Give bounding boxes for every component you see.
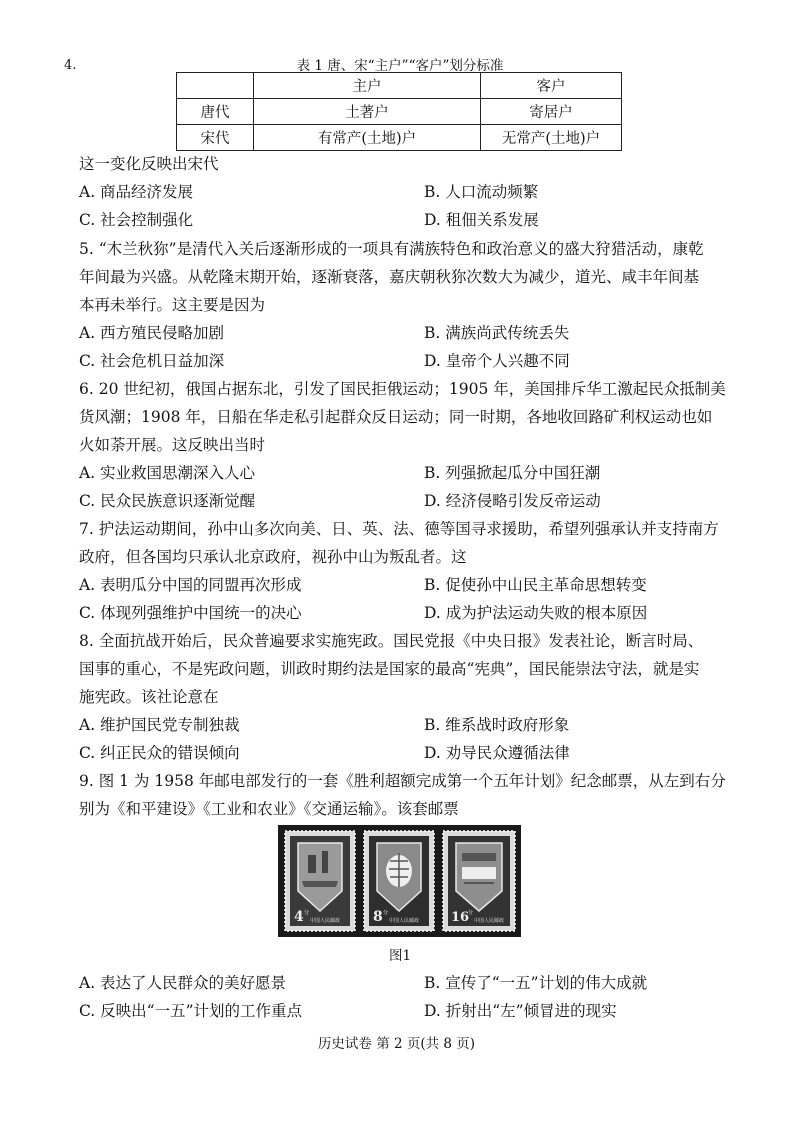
question-5-option-d[interactable]: D. 皇帝个人兴趣不同	[424, 352, 570, 370]
question-9-option-b[interactable]: B. 宣传了“一五”计划的伟大成就	[424, 974, 648, 992]
question-9-option-d[interactable]: D. 折射出“左”倾冒进的现实	[424, 1002, 617, 1020]
question-7-line-1: 7. 护法运动期间，孙中山多次向美、日、英、法、德等国寻求援助，希望列强承认并支持南方	[79, 520, 719, 538]
table-cell: 唐代	[177, 99, 254, 125]
figure-1-caption: 图1	[388, 948, 412, 964]
stamp-2-issuer: 中国人民邮政	[389, 918, 420, 924]
table-header-zhuhu: 主户	[254, 73, 481, 99]
question-6-option-a[interactable]: A. 实业救国思潮深入人心	[79, 464, 256, 482]
table-cell: 宋代	[177, 125, 254, 151]
question-5-option-c[interactable]: C. 社会危机日益加深	[79, 352, 225, 370]
question-7-option-d[interactable]: D. 成为护法运动失败的根本原因	[424, 604, 648, 622]
stamp-2-value: 8	[373, 909, 383, 925]
question-9-option-a[interactable]: A. 表达了人民群众的美好愿景	[79, 974, 287, 992]
stamps-illustration	[278, 825, 521, 937]
question-4-option-c[interactable]: C. 社会控制强化	[79, 211, 194, 229]
table-cell: 无常产(土地)户	[481, 125, 622, 151]
stamp-3-issuer: 中国人民邮政	[474, 918, 505, 924]
stamp-1-value: 4	[294, 909, 304, 925]
table-header-row	[177, 73, 622, 99]
question-7-option-c[interactable]: C. 体现列强维护中国统一的决心	[79, 604, 302, 622]
question-4-number: 4.	[64, 58, 77, 73]
stamp-peaceful-construction	[285, 831, 355, 931]
stamp-1-unit: 分	[304, 910, 310, 916]
question-6-line-2: 货风潮；1908 年，日船在华走私引起群众反日运动；同一时期，各地收回路矿利权运动也如	[79, 408, 713, 426]
question-6-line-3: 火如荼开展。这反映出当时	[79, 436, 266, 454]
table-cell: 有常产(土地)户	[254, 125, 481, 151]
question-4-stem: 这一变化反映出宋代	[79, 155, 219, 173]
question-8-line-3: 施宪政。该社论意在	[79, 688, 219, 706]
question-8-line-2: 国事的重心，不是宪政问题，训政时期约法是国家的最高“宪典”，国民能崇法守法，就是实	[79, 660, 700, 678]
stamp-2-unit: 分	[383, 910, 389, 916]
question-7-option-b[interactable]: B. 促使孙中山民主革命思想转变	[424, 576, 647, 594]
question-6-option-d[interactable]: D. 经济侵略引发反帝运动	[424, 492, 601, 510]
table-1-caption: 表 1 唐、宋“主户”“客户”划分标准	[296, 58, 504, 74]
question-5-line-3: 本再未举行。这主要是因为	[79, 296, 266, 314]
stamps-figure	[278, 825, 521, 937]
question-7-option-a[interactable]: A. 表明瓜分中国的同盟再次形成	[79, 576, 302, 594]
stamp-1-issuer: 中国人民邮政	[310, 918, 341, 924]
question-4-option-b[interactable]: B. 人口流动频繁	[424, 183, 539, 201]
question-4-option-d[interactable]: D. 租佃关系发展	[424, 211, 539, 229]
table-row	[177, 99, 622, 125]
question-9-line-2: 别为《和平建设》《工业和农业》《交通运输》。该套邮票	[79, 800, 459, 818]
stamp-industry-agriculture	[364, 831, 434, 931]
question-5-line-2: 年间最为兴盛。从乾隆末期开始，逐渐衰落，嘉庆朝秋狝次数大为减少，道光、咸丰年间基	[79, 268, 700, 286]
table-row	[177, 125, 622, 151]
question-8-option-c[interactable]: C. 纠正民众的错误倾向	[79, 744, 240, 762]
question-6-line-1: 6. 20 世纪初，俄国占据东北，引发了国民拒俄运动；1905 年，美国排斥华工激起民众抵制美	[79, 380, 726, 398]
table-cell: 土著户	[254, 99, 481, 125]
question-5-option-a[interactable]: A. 西方殖民侵略加剧	[79, 324, 225, 342]
question-6-option-c[interactable]: C. 民众民族意识逐渐觉醒	[79, 492, 256, 510]
table-header-kehu: 客户	[481, 73, 622, 99]
question-9-line-1: 9. 图 1 为 1958 年邮电部发行的一套《胜利超额完成第一个五年计划》纪念邮票，从左到右分	[79, 772, 726, 790]
table-1	[176, 72, 622, 151]
question-8-option-d[interactable]: D. 劝导民众遵循法律	[424, 744, 570, 762]
question-5-option-b[interactable]: B. 满族尚武传统丢失	[424, 324, 570, 342]
question-8-option-b[interactable]: B. 维系战时政府形象	[424, 716, 570, 734]
page-footer: 历史试卷 第 2 页(共 8 页)	[317, 1036, 476, 1052]
question-7-line-2: 政府，但各国均只承认北京政府，视孙中山为叛乱者。这	[79, 548, 467, 566]
question-5-line-1: 5. “木兰秋狝”是清代入关后逐渐形成的一项具有满族特色和政治意义的盛大狩猎活动，康乾	[79, 240, 704, 258]
question-4-option-a[interactable]: A. 商品经济发展	[79, 183, 194, 201]
question-9-option-c[interactable]: C. 反映出“一五”计划的工作重点	[79, 1002, 303, 1020]
stamp-3-unit: 分	[468, 910, 474, 916]
question-8-line-1: 8. 全面抗战开始后，民众普遍要求实施宪政。国民党报《中央日报》发表社论，断言时局、	[79, 632, 704, 650]
question-6-option-b[interactable]: B. 列强掀起瓜分中国狂潮	[424, 464, 601, 482]
stamp-transportation	[443, 831, 515, 931]
question-8-option-a[interactable]: A. 维护国民党专制独裁	[79, 716, 240, 734]
stamp-3-value: 16	[451, 910, 470, 925]
table-cell: 寄居户	[481, 99, 622, 125]
table-header-empty	[177, 73, 254, 99]
